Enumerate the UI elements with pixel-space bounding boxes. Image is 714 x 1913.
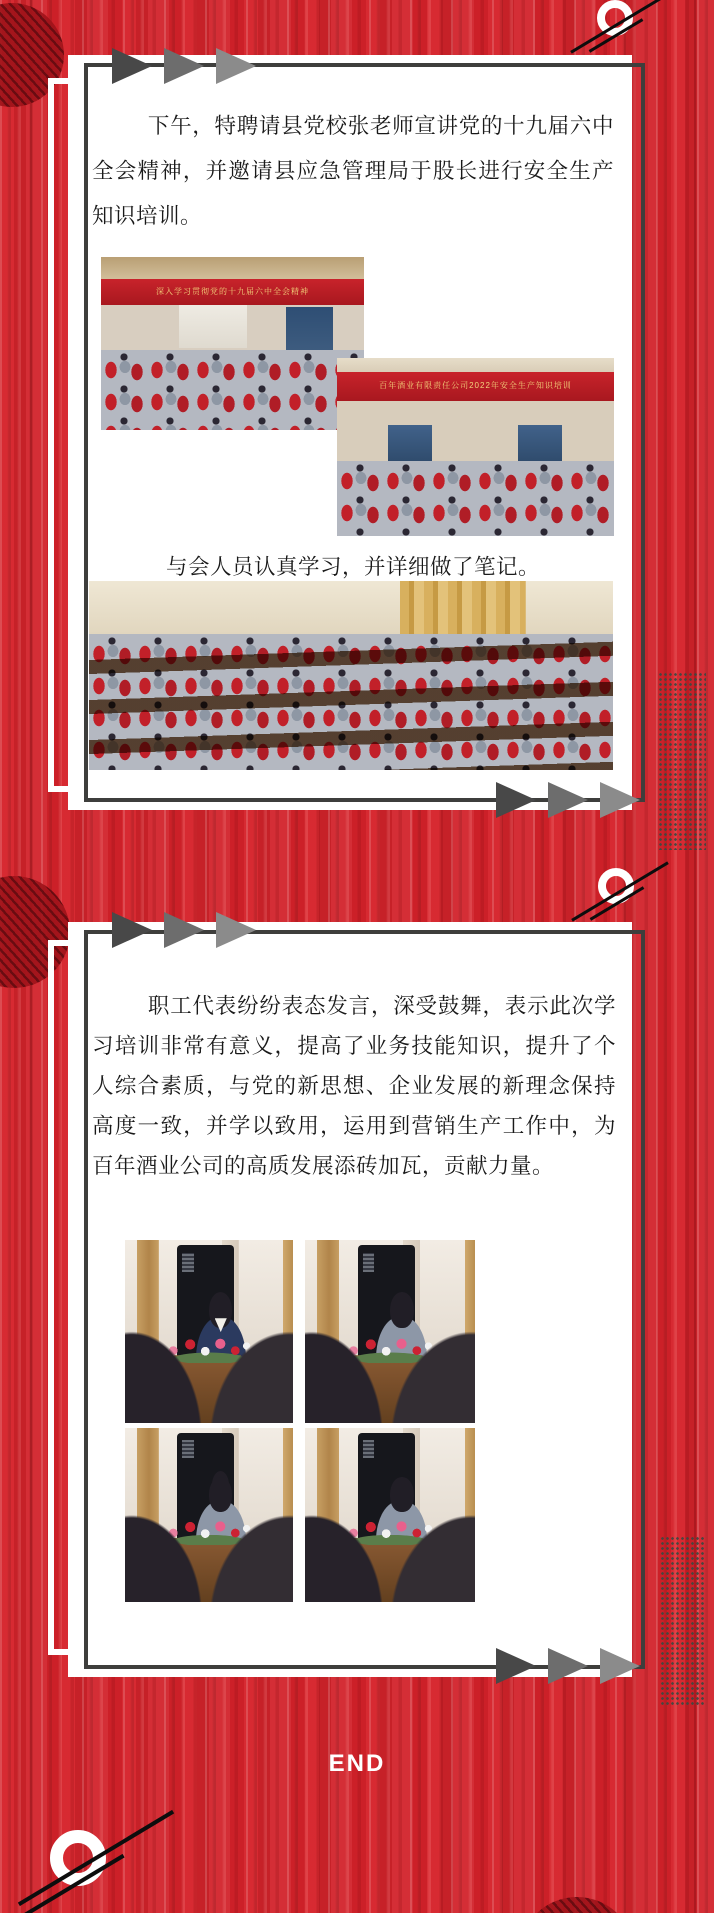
arrow-right-icon (112, 48, 152, 84)
photo-attendees-wide[interactable] (89, 581, 613, 770)
photo-meeting-lecture[interactable] (101, 257, 364, 430)
ring-slash-icon-middle (556, 856, 686, 926)
photo-banner (337, 372, 614, 400)
photo-banner-text: 百年酒业有限责任公司2022年安全生产知识培训 (379, 381, 572, 391)
arrow-right-icon (548, 782, 588, 818)
photo-speaker-4[interactable] (305, 1428, 475, 1602)
arrow-right-icon (600, 782, 640, 818)
slash-line-icon (18, 1810, 174, 1906)
photo-audience (101, 350, 364, 430)
ring-slash-icon-top (555, 0, 685, 58)
arrow-right-icon (600, 1648, 640, 1684)
arrow-right-icon (496, 1648, 536, 1684)
photo-safety-training[interactable] (337, 358, 614, 536)
paragraph-employee-feedback: 职工代表纷纷表态发言，深受鼓舞，表示此次学习培训非常有意义，提高了业务技能知识，提升了个人综合素质，与党的新思想、企业发展的新理念保持高度一致，并学以致用，运用到营销生产工作中，为百年酒业公司的高质发展添砖加瓦，贡献力量。 (92, 994, 616, 1178)
ring-slash-icon-bottom (0, 1808, 196, 1913)
content-card-2 (68, 922, 632, 1677)
foreground-audience (305, 1240, 475, 1423)
arrow-right-icon (164, 912, 204, 948)
paragraph-afternoon-training: 下午，特聘请县党校张老师宣讲党的十九届六中全会精神，并邀请县应急管理局于股长进行安全生产知识培训。 (92, 114, 614, 228)
arrow-right-icon (496, 782, 536, 818)
dots-pattern-top (658, 672, 706, 850)
photo-speaker-3[interactable] (125, 1428, 293, 1602)
hatch-circle-bottom-right (519, 1897, 635, 1913)
arrow-right-icon (112, 912, 152, 948)
end-label: END (328, 1750, 386, 1777)
photo-banner (101, 279, 364, 305)
dots-pattern-bottom (660, 1536, 706, 1706)
foreground-audience (125, 1240, 293, 1423)
content-card-1 (68, 55, 632, 810)
photo-banner-text: 深入学习贯彻党的十九届六中全会精神 (156, 287, 309, 297)
photo-speaker-1[interactable] (125, 1240, 293, 1423)
photo-audience (89, 634, 613, 770)
arrow-right-icon (548, 1648, 588, 1684)
arrow-right-icon (216, 912, 256, 948)
arrow-right-icon (164, 48, 204, 84)
arrow-right-icon (216, 48, 256, 84)
foreground-audience (305, 1428, 475, 1602)
photo-speaker-2[interactable] (305, 1240, 475, 1423)
foreground-audience (125, 1428, 293, 1602)
photo-audience (337, 461, 614, 536)
caption-note-taking: 与会人员认真学习，并详细做了笔记。 (165, 555, 540, 579)
